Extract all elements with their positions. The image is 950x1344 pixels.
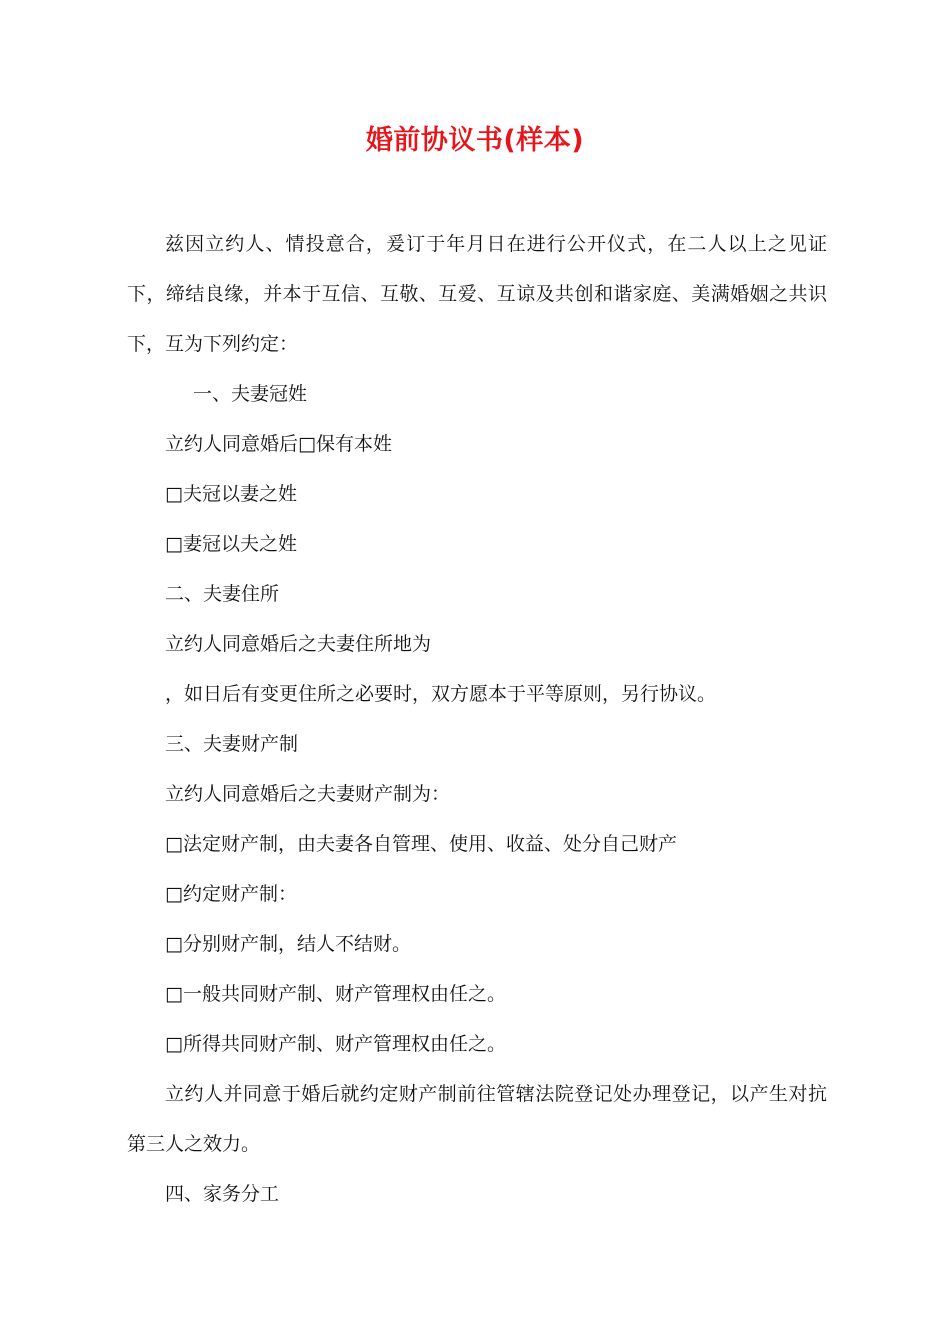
clause-wife-takes-husband-surname: □妻冠以夫之姓 — [165, 533, 297, 555]
option-separate-property: □分别财产制，结人不结财。 — [165, 933, 411, 955]
section-heading-surname: 一、夫妻冠姓 — [193, 383, 308, 405]
option-income-community-property: □所得共同财产制、财产管理权由任之。 — [165, 1033, 506, 1055]
clause-property-registration: 立约人并同意于婚后就约定财产制前往管辖法院登记处办理登记，以产生对抗第三人之效力。 — [127, 1083, 827, 1155]
option-general-community-property: □一般共同财产制、财产管理权由任之。 — [165, 983, 506, 1005]
document-body — [127, 219, 827, 1219]
preamble-paragraph: 兹因立约人、情投意合，爰订于年月日在进行公开仪式，在二人以上之见证下，缔结良缘，并本于互信、互敬、互爱、互谅及共创和谐家庭、美满婚姻之共识下，互为下列约定： — [127, 233, 827, 355]
option-agreed-property: □约定财产制： — [165, 883, 297, 905]
option-statutory-property: □法定财产制，由夫妻各自管理、使用、收益、处分自己财产 — [165, 833, 677, 855]
clause-property-system: 立约人同意婚后之夫妻财产制为： — [165, 783, 451, 805]
document-title: 婚前协议书(样本) — [365, 125, 585, 156]
section-heading-housework: 四、家务分工 — [165, 1183, 280, 1205]
clause-keep-surname: 立约人同意婚后□保有本姓 — [165, 433, 392, 455]
clause-residence-change: ，如日后有变更住所之必要时，双方愿本于平等原则，另行协议。 — [165, 683, 717, 705]
section-heading-residence: 二、夫妻住所 — [165, 583, 280, 605]
section-heading-property: 三、夫妻财产制 — [165, 733, 299, 755]
clause-husband-takes-wife-surname: □夫冠以妻之姓 — [165, 483, 297, 505]
clause-residence-location: 立约人同意婚后之夫妻住所地为 — [165, 633, 432, 655]
